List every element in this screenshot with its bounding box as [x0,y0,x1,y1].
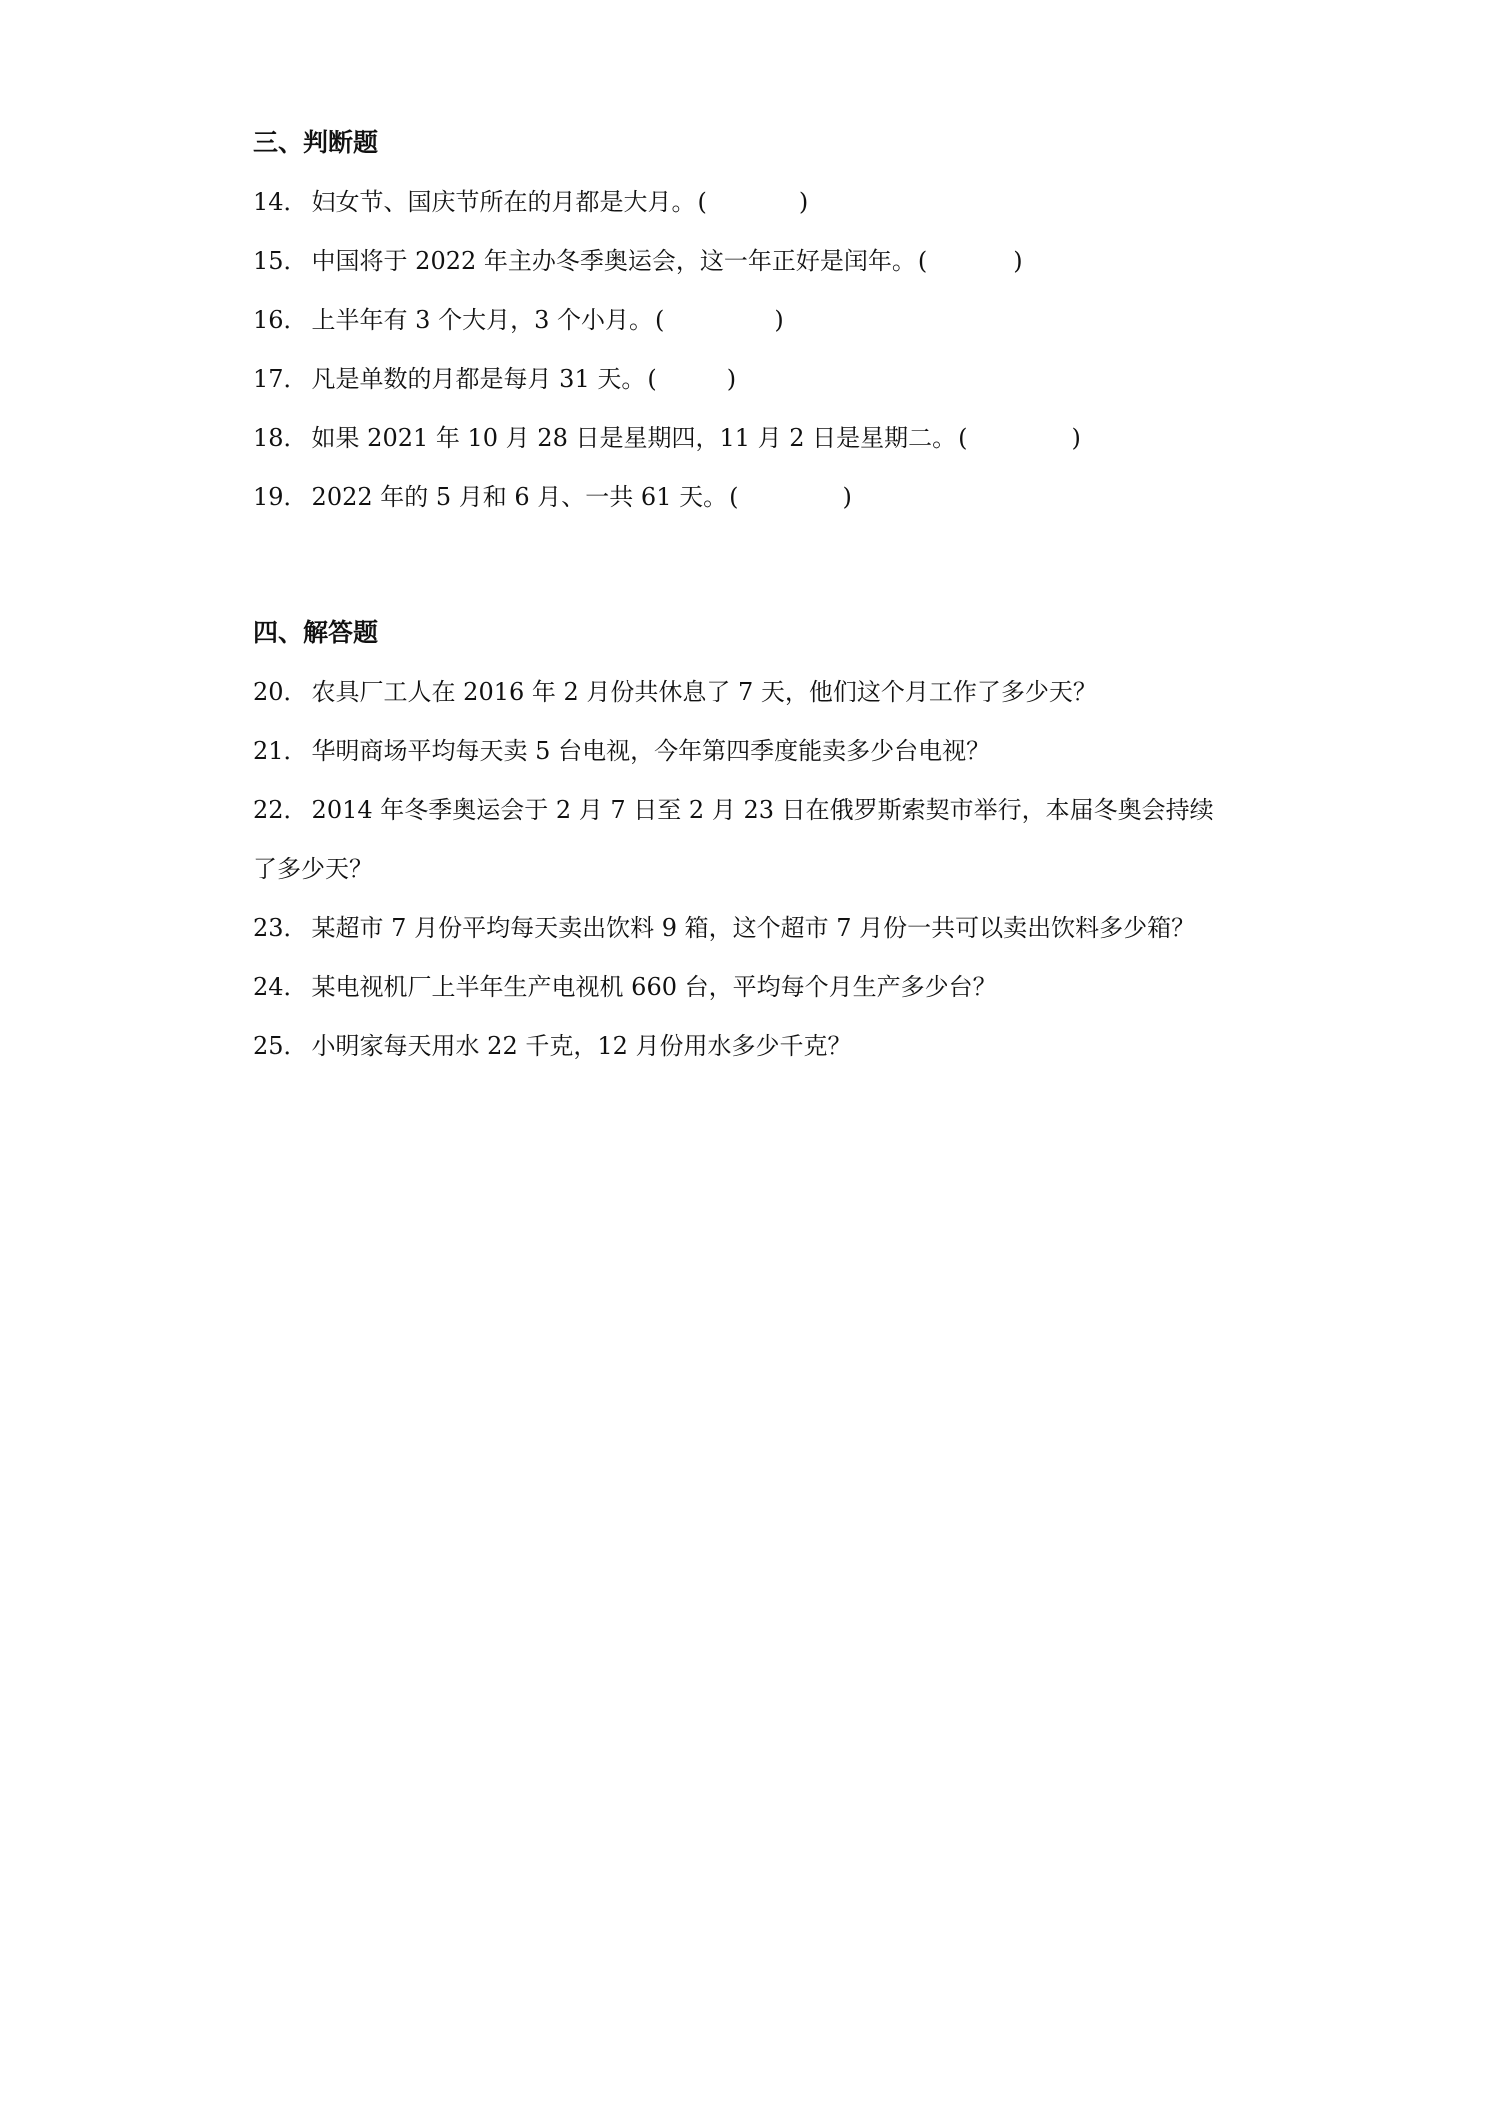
question-19 [253,482,852,512]
question-17 [253,364,736,394]
question-number: 21． [253,737,308,765]
answer-paren-open: ( [697,188,707,216]
question-21 [253,736,990,766]
answer-paren-close: ) [1071,424,1081,452]
question-number: 16． [253,306,308,334]
question-number: 18． [253,424,308,452]
question-16 [253,305,784,335]
question-text: 2022 年的 5 月和 6 月、一共 61 天。 [311,483,728,511]
question-text: 中国将于 2022 年主办冬季奥运会，这一年正好是闰年。 [311,247,916,275]
answer-paren-close: ) [774,306,784,334]
answer-paren-open: ( [654,306,665,334]
question-number: 22． [253,796,308,824]
question-text: 2014 年冬季奥运会于 2 月 7 日至 2 月 23 日在俄罗斯索契市举行，本届冬奥会持续 [311,796,1214,824]
question-text: 上半年有 3 个大月，3 个小月。 [311,306,653,334]
answer-paren-close: ) [798,188,809,216]
question-text: 农具厂工人在 2016 年 2 月份共休息了 7 天，他们这个月工作了多少天？ [311,678,1097,706]
question-20 [253,677,1097,707]
question-text: 某超市 7 月份平均每天卖出饮料 9 箱，这个超市 7 月份一共可以卖出饮料多少箱？ [311,914,1196,942]
question-text: 华明商场平均每天卖 5 台电视，今年第四季度能卖多少台电视？ [311,737,991,765]
question-25 [253,1031,852,1061]
section-title-answer: 四、解答题 [253,618,379,647]
answer-paren-close: ) [1013,247,1023,275]
question-number: 25． [253,1032,308,1060]
question-number: 19． [253,483,308,511]
question-text: 凡是单数的月都是每月 31 天。 [311,365,646,393]
question-number: 24． [253,973,308,1001]
answer-paren-open: ( [917,247,928,275]
question-24 [253,972,997,1002]
answer-paren-open: ( [647,365,657,393]
answer-paren-open: ( [958,424,968,452]
answer-paren-open: ( [729,483,739,511]
section-title-judgement: 三、判断题 [253,128,379,157]
question-number: 14． [253,188,308,216]
question-22-continuation: 了多少天？ [253,855,373,883]
question-text: 如果 2021 年 10 月 28 日是星期四，11 月 2 日是星期二。 [311,424,957,452]
question-text: 小明家每天用水 22 千克，12 月份用水多少千克？ [311,1032,852,1060]
question-22 [253,795,1214,825]
question-14 [253,187,808,217]
answer-paren-close: ) [726,365,737,393]
question-15 [253,246,1023,276]
question-text: 妇女节、国庆节所在的月都是大月。 [311,188,696,216]
question-number: 23． [253,914,308,942]
question-text: 某电视机厂上半年生产电视机 660 台，平均每个月生产多少台？ [311,973,997,1001]
question-number: 15． [253,247,308,275]
question-23 [253,913,1195,943]
answer-paren-close: ) [842,483,852,511]
question-number: 20． [253,678,308,706]
question-18 [253,423,1081,453]
question-number: 17． [253,365,308,393]
